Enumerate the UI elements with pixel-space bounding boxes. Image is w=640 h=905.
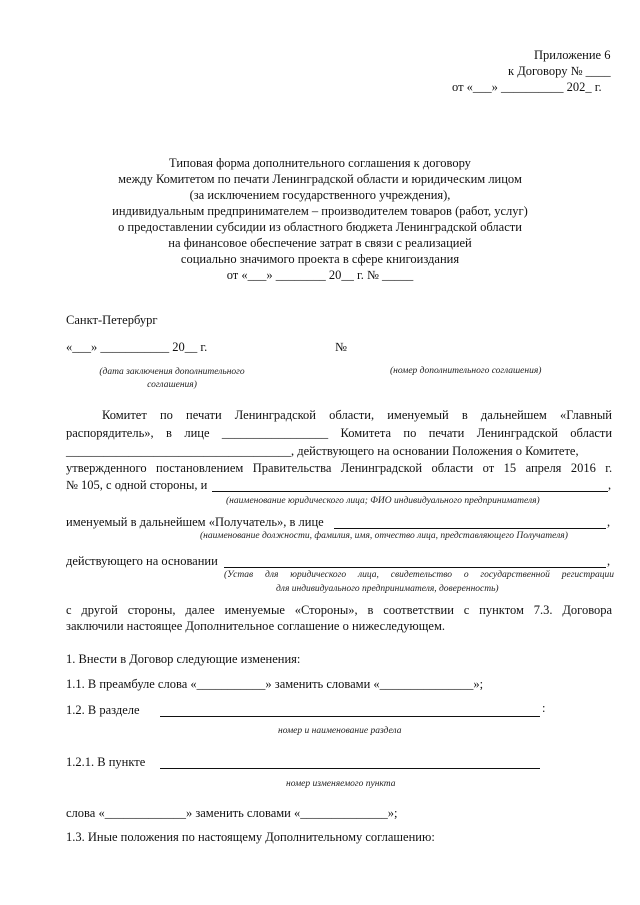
word: апреля [525,461,562,475]
word: в [166,426,172,440]
para1-row3: ____________________________________, действующего на основании Положения о Комитете, [66,444,579,458]
word: Ленинградской [340,461,423,475]
para1-row2 [66,426,612,441]
item-1: 1. Внести в Договор следующие изменения: [66,652,301,666]
comma: , [607,515,611,529]
word: г. [605,461,613,475]
receiver-text: именуемый в дальнейшем «Получатель», в лице [66,515,324,529]
word: Правительства [252,461,332,475]
item-1-2-1: 1.2.1. В пункте [66,755,146,769]
para1-row1 [102,408,612,423]
word: с [66,603,72,617]
item-1-3: 1.3. Иные положения по настоящему Дополнительному соглашению: [66,830,435,844]
word: Ленинградской [234,408,317,422]
word: «Стороны», [294,603,358,617]
title-line: на финансовое обеспечение затрат в связи с реализацией [168,236,472,250]
title-line: Типовая форма дополнительного соглашения к договору [169,156,471,170]
contract-date-line: от «___» __________ 202_ г. [452,80,602,94]
basis-caption-line1: (Устав для юридического лица, свидетельство о государственной регистрации [224,570,614,580]
para2-row2: заключили настоящее Дополнительное соглашение о нижеследующем. [66,619,445,633]
word: Комитета [340,426,392,440]
word: дальнейшем [480,408,547,422]
word: в [461,408,468,422]
comma: , [608,478,612,492]
word: 2016 [570,461,596,475]
basis-field[interactable] [224,567,606,568]
word: постановлением [156,461,244,475]
para2-row1 [66,603,612,618]
word: Ленинградской [476,426,558,440]
agreement-number-sign: № [335,340,347,354]
date-caption-line: (дата заключения дополнительного [99,367,245,377]
comma: , [607,554,611,568]
appendix-label: Приложение 6 [534,48,611,62]
word: именуемые [224,603,285,617]
word: Договора [562,603,613,617]
word: области, [329,408,375,422]
receiver-caption: (наименование должности, фамилия, имя, отчество лица, представляющего Получателя) [200,531,568,541]
basis-text: действующего на основании [66,554,218,568]
legal-entity-field[interactable] [212,491,608,492]
section-caption: номер и наименование раздела [278,726,402,736]
word: распорядитель», [66,426,154,440]
basis-caption-line2: для индивидуального предпринимателя, доверенность) [276,584,499,594]
receiver-person-field[interactable] [334,528,606,529]
para1-row4 [66,461,612,476]
word: далее [185,603,215,617]
word: в [367,603,374,617]
word: по [403,426,417,440]
agreement-date-field[interactable]: «___» ___________ 20__ г. [66,340,208,354]
date-caption [72,366,272,392]
word: утвержденного [66,461,147,475]
word: от [482,461,495,475]
contract-number-line: к Договору № ____ [508,64,611,78]
date-caption-line: соглашения) [147,380,197,390]
word: с [463,603,470,617]
item-1-1[interactable]: 1.1. В преамбуле слова «___________» заменить словами «_______________»; [66,677,484,691]
word: области [570,426,613,440]
word: области [431,461,474,475]
legal-entity-caption: (наименование юридического лица; ФИО индивидуального предпринимателя) [226,496,540,506]
title-line: социально значимого проекта в сфере книгоиздания [180,252,460,266]
title-line: индивидуальным предпринимателем – производителем товаров (работ, услуг) [112,204,528,218]
word: Комитет [102,408,147,422]
section-field[interactable] [160,716,540,717]
word: другой [81,603,118,617]
word: стороны, [127,603,176,617]
word: лице [184,426,210,440]
number-caption: (номер дополнительного соглашения) [390,366,542,376]
word: по [159,408,173,422]
title-line: между Комитетом по печати Ленинградской области и юридическим лицом [118,172,522,186]
clause-field[interactable] [160,768,540,769]
word: печати [186,408,222,422]
clause-caption: номер изменяемого пункта [286,779,396,789]
word: печати [428,426,465,440]
word: соответствии [383,603,454,617]
word: пунктом [479,603,524,617]
place: Санкт-Петербург [66,313,158,327]
title-line: (за исключением государственного учреждения), [189,188,451,202]
colon: : [542,701,546,715]
words-replace-line[interactable]: слова «_____________» заменить словами «______________»; [66,806,398,820]
document-title [60,155,580,283]
word: «Главный [559,408,612,422]
item-1-2: 1.2. В разделе [66,703,140,717]
title-line: от «___» ________ 20__ г. № _____ [226,268,414,282]
word: именуемый [387,408,449,422]
para1-row5: № 105, с одной стороны, и [66,478,208,492]
word: 15 [503,461,517,475]
word: 7.3. [533,603,553,617]
representative-field[interactable]: _________________ [221,426,329,440]
title-line: о предоставлении субсидии из областного бюджета Ленинградской области [118,220,522,234]
